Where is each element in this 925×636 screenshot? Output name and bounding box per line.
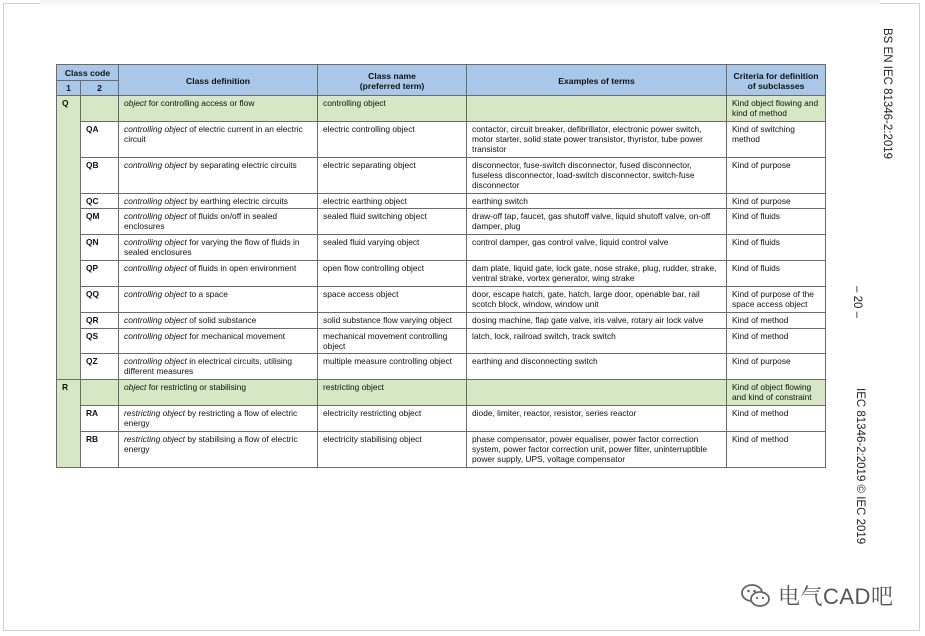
table-row bbox=[57, 157, 826, 193]
standard-designation: BS EN IEC 81346-2:2019 bbox=[881, 28, 893, 160]
class-code-2 bbox=[81, 96, 119, 122]
criteria: Kind of purpose bbox=[727, 157, 826, 193]
class-code-2: QP bbox=[81, 261, 119, 287]
class-code-2: RA bbox=[81, 406, 119, 432]
table-row bbox=[57, 193, 826, 209]
criteria: Kind of switching method bbox=[727, 122, 826, 158]
table-row bbox=[57, 406, 826, 432]
examples-of-terms: disconnector, fuse-switch disconnector, fused disconnector, fuseless disconnector, load-switch disconnector, switch-fuse disconnector bbox=[467, 157, 727, 193]
criteria: Kind of purpose of the space access object bbox=[727, 286, 826, 312]
table-row bbox=[57, 354, 826, 380]
definition-text: of electric current in an electric circuit bbox=[124, 124, 303, 144]
header-class-name-sub: (preferred term) bbox=[359, 80, 425, 91]
class-code-1: R bbox=[57, 380, 81, 467]
class-code-2: RB bbox=[81, 431, 119, 467]
definition-text: in electrical circuits, utilising different measures bbox=[124, 356, 293, 377]
class-code-2: QN bbox=[81, 235, 119, 261]
class-definition bbox=[119, 354, 318, 380]
class-code-1: Q bbox=[57, 96, 81, 380]
definition-term: object bbox=[124, 382, 147, 393]
criteria: Kind of purpose bbox=[727, 193, 826, 209]
class-definition bbox=[119, 431, 318, 467]
definition-text: for varying the flow of fluids in sealed enclosures bbox=[124, 237, 300, 258]
criteria: Kind of purpose bbox=[727, 354, 826, 380]
table-row bbox=[57, 328, 826, 354]
class-definition bbox=[119, 193, 318, 209]
class-code-2: QZ bbox=[81, 354, 119, 380]
header-class-name-main: Class name bbox=[368, 70, 416, 81]
table-row bbox=[57, 209, 826, 235]
header-class-name bbox=[318, 65, 467, 96]
class-code-2: QC bbox=[81, 193, 119, 209]
header-code-2: 2 bbox=[81, 81, 119, 96]
class-name: open flow controlling object bbox=[318, 261, 467, 287]
class-definition bbox=[119, 328, 318, 354]
class-definition bbox=[119, 209, 318, 235]
examples-of-terms: latch, lock, railroad switch, track switch bbox=[467, 328, 727, 354]
examples-of-terms: earthing switch bbox=[467, 193, 727, 209]
definition-text: of fluids in open environment bbox=[186, 263, 297, 274]
definition-term: controlling object bbox=[124, 195, 187, 206]
header-code-1: 1 bbox=[57, 81, 81, 96]
examples-of-terms: door, escape hatch, gate, hatch, large door, openable bar, rail scotch block, window, window unit bbox=[467, 286, 727, 312]
examples-of-terms bbox=[467, 380, 727, 406]
definition-term: controlling object bbox=[124, 288, 187, 299]
criteria: Kind of fluids bbox=[727, 261, 826, 287]
criteria: Kind of method bbox=[727, 328, 826, 354]
header-class-code: Class code bbox=[57, 65, 119, 81]
class-name: electricity stabilising object bbox=[318, 431, 467, 467]
criteria: Kind of method bbox=[727, 312, 826, 328]
class-name: space access object bbox=[318, 286, 467, 312]
class-code-2: QB bbox=[81, 157, 119, 193]
header-examples: Examples of terms bbox=[467, 65, 727, 96]
class-code-2: QQ bbox=[81, 286, 119, 312]
definition-text: by earthing electric circuits bbox=[186, 195, 288, 206]
examples-of-terms: control damper, gas control valve, liquid control valve bbox=[467, 235, 727, 261]
definition-text: of solid substance bbox=[186, 314, 257, 325]
criteria: Kind of fluids bbox=[727, 235, 826, 261]
class-code-2 bbox=[81, 380, 119, 406]
class-definition bbox=[119, 380, 318, 406]
classification-table bbox=[56, 64, 826, 468]
definition-term: controlling object bbox=[124, 211, 187, 222]
definition-term: restricting object bbox=[124, 433, 185, 444]
class-name: multiple measure controlling object bbox=[318, 354, 467, 380]
class-definition bbox=[119, 122, 318, 158]
definition-term: controlling object bbox=[124, 237, 187, 248]
definition-term: controlling object bbox=[124, 124, 187, 135]
definition-text: for mechanical movement bbox=[186, 330, 286, 341]
class-code-2: QR bbox=[81, 312, 119, 328]
class-name: controlling object bbox=[318, 96, 467, 122]
class-code-2: QA bbox=[81, 122, 119, 158]
criteria: Kind of fluids bbox=[727, 209, 826, 235]
examples-of-terms: phase compensator, power equaliser, power factor correction system, power factor correction unit, power filter, uninterruptible power supply, UPS, voltage compensator bbox=[467, 431, 727, 467]
class-definition bbox=[119, 157, 318, 193]
header-criteria: Criteria for definition of subclasses bbox=[727, 65, 826, 96]
examples-of-terms: draw-off tap, faucet, gas shutoff valve, liquid shutoff valve, on-off damper, plug bbox=[467, 209, 727, 235]
definition-text: of fluids on/off in sealed enclosures bbox=[124, 211, 278, 232]
watermark-text: 电气CAD吧 bbox=[778, 584, 894, 609]
table-row bbox=[57, 235, 826, 261]
examples-of-terms: contactor, circuit breaker, defibrillator, electronic power switch, motor starter, solid state power transistor, thyristor, tube power transistor bbox=[467, 122, 727, 158]
class-code-2: QM bbox=[81, 209, 119, 235]
group-row bbox=[57, 96, 826, 122]
examples-of-terms: dosing machine, flap gate valve, iris valve, rotary air lock valve bbox=[467, 312, 727, 328]
definition-term: controlling object bbox=[124, 330, 187, 341]
class-code-2: QS bbox=[81, 328, 119, 354]
definition-term: controlling object bbox=[124, 314, 187, 325]
examples-of-terms: dam plate, liquid gate, lock gate, nose strake, plug, rudder, strake, ventral strake, vortex generator, wing strake bbox=[467, 261, 727, 287]
definition-text: for controlling access or flow bbox=[146, 98, 255, 109]
copyright-notice: IEC 81346-2:2019 © IEC 2019 bbox=[854, 388, 866, 545]
table-row bbox=[57, 261, 826, 287]
definition-text: by restricting a flow of electric energy bbox=[124, 408, 298, 428]
definition-term: object bbox=[124, 98, 147, 109]
class-name: electricity restricting object bbox=[318, 406, 467, 432]
class-definition bbox=[119, 261, 318, 287]
class-name: electric controlling object bbox=[318, 122, 467, 158]
definition-text: for restricting or stabilising bbox=[146, 382, 246, 393]
class-name: sealed fluid varying object bbox=[318, 235, 467, 261]
criteria: Kind of object flowing and kind of constraint bbox=[727, 380, 826, 406]
class-name: mechanical movement controlling object bbox=[318, 328, 467, 354]
criteria: Kind of method bbox=[727, 406, 826, 432]
examples-of-terms: diode, limiter, reactor, resistor, series reactor bbox=[467, 406, 727, 432]
table-row bbox=[57, 312, 826, 328]
class-name: restricting object bbox=[318, 380, 467, 406]
previous-page-edge bbox=[40, 0, 880, 6]
class-definition bbox=[119, 312, 318, 328]
watermark bbox=[740, 580, 893, 611]
examples-of-terms bbox=[467, 96, 727, 122]
wechat-icon bbox=[740, 582, 772, 610]
class-definition bbox=[119, 406, 318, 432]
page-number: – 20 – bbox=[851, 286, 863, 318]
class-definition bbox=[119, 96, 318, 122]
definition-text: by separating electric circuits bbox=[186, 159, 297, 170]
definition-text: by stabilising a flow of electric energy bbox=[124, 433, 298, 454]
class-definition bbox=[119, 286, 318, 312]
group-row bbox=[57, 380, 826, 406]
table-row bbox=[57, 122, 826, 158]
class-name: sealed fluid switching object bbox=[318, 209, 467, 235]
class-name: electric separating object bbox=[318, 157, 467, 193]
class-definition bbox=[119, 235, 318, 261]
table-row bbox=[57, 431, 826, 467]
header-class-definition: Class definition bbox=[119, 65, 318, 96]
criteria: Kind object flowing and kind of method bbox=[727, 96, 826, 122]
definition-text: to a space bbox=[186, 288, 228, 299]
table-row bbox=[57, 286, 826, 312]
class-name: solid substance flow varying object bbox=[318, 312, 467, 328]
criteria: Kind of method bbox=[727, 431, 826, 467]
class-name: electric earthing object bbox=[318, 193, 467, 209]
definition-term: controlling object bbox=[124, 356, 187, 367]
definition-term: controlling object bbox=[124, 263, 187, 274]
definition-term: controlling object bbox=[124, 159, 187, 170]
examples-of-terms: earthing and disconnecting switch bbox=[467, 354, 727, 380]
definition-term: restricting object bbox=[124, 408, 185, 419]
